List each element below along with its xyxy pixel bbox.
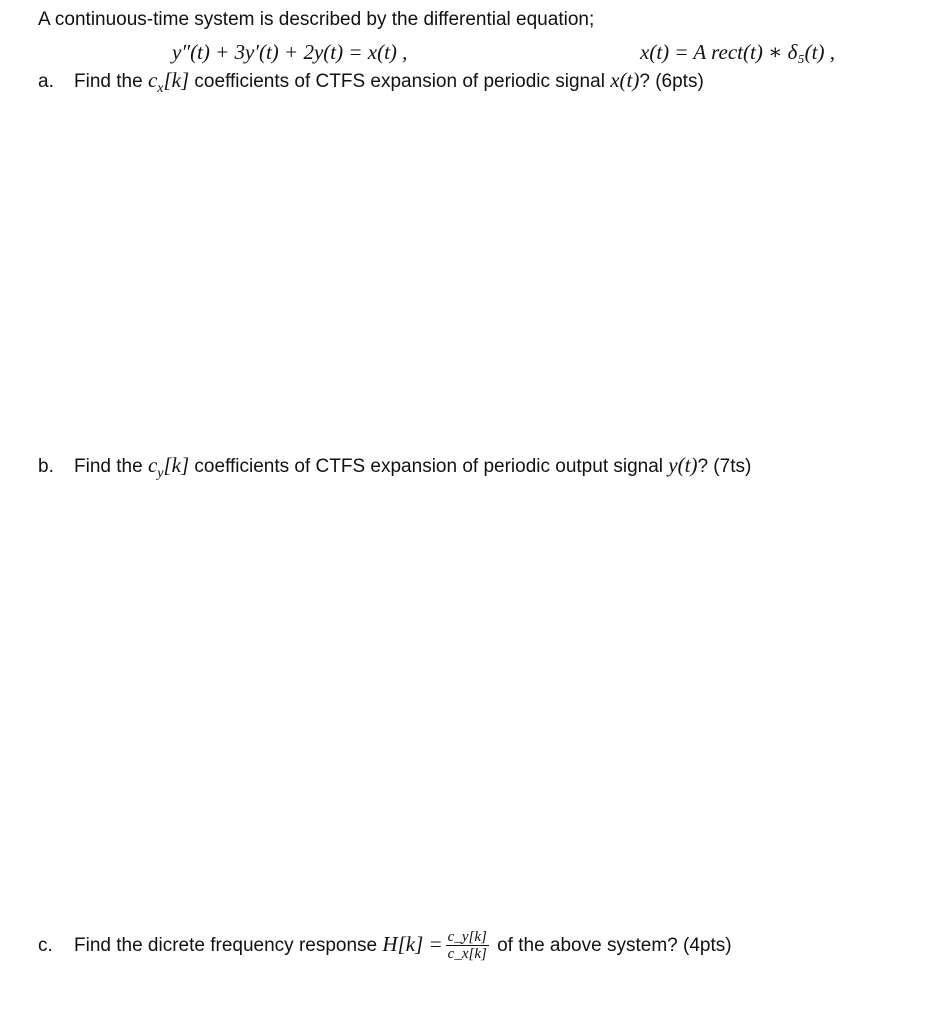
question-c-fraction xyxy=(446,929,489,962)
input-signal-equation: x(t) = A rect(t) ∗ δ₅(t) , xyxy=(640,40,835,64)
question-b xyxy=(38,453,751,486)
fraction-numerator: c_y[k] xyxy=(447,929,487,946)
question-b-label: b. xyxy=(38,456,54,477)
question-c-text-after: of the above system? (4pts) xyxy=(491,935,732,956)
differential-equation: y″(t) + 3y′(t) + 2y(t) = x(t) , xyxy=(172,40,408,64)
question-c-label: c. xyxy=(38,935,53,956)
question-a-label: a. xyxy=(38,71,54,92)
fraction-denominator: c_x[k] xyxy=(447,946,487,963)
question-b-text-before: Find the xyxy=(74,456,148,477)
question-c-response: H[k] = xyxy=(382,932,443,956)
question-c xyxy=(38,924,732,966)
question-a xyxy=(38,68,704,101)
question-a-coef: $c_x[k]$ xyxy=(147,68,190,97)
question-b-signal: y(t) xyxy=(668,453,698,477)
intro-text: A continuous-time system is described by the differential equation; xyxy=(38,9,595,30)
question-b-points: ? (7ts) xyxy=(697,456,752,477)
question-a-points: ? (6pts) xyxy=(639,71,704,92)
question-a-signal: x(t) xyxy=(610,68,640,92)
question-b-coef: $c_y[k]$ xyxy=(147,453,190,482)
question-a-text-after: coefficients of CTFS expansion of periodic signal xyxy=(189,71,611,92)
question-c-text-before: Find the dicrete frequency response xyxy=(74,935,383,956)
question-a-text-before: Find the xyxy=(74,71,148,92)
question-b-text-after: coefficients of CTFS expansion of periodic output signal xyxy=(189,456,669,477)
